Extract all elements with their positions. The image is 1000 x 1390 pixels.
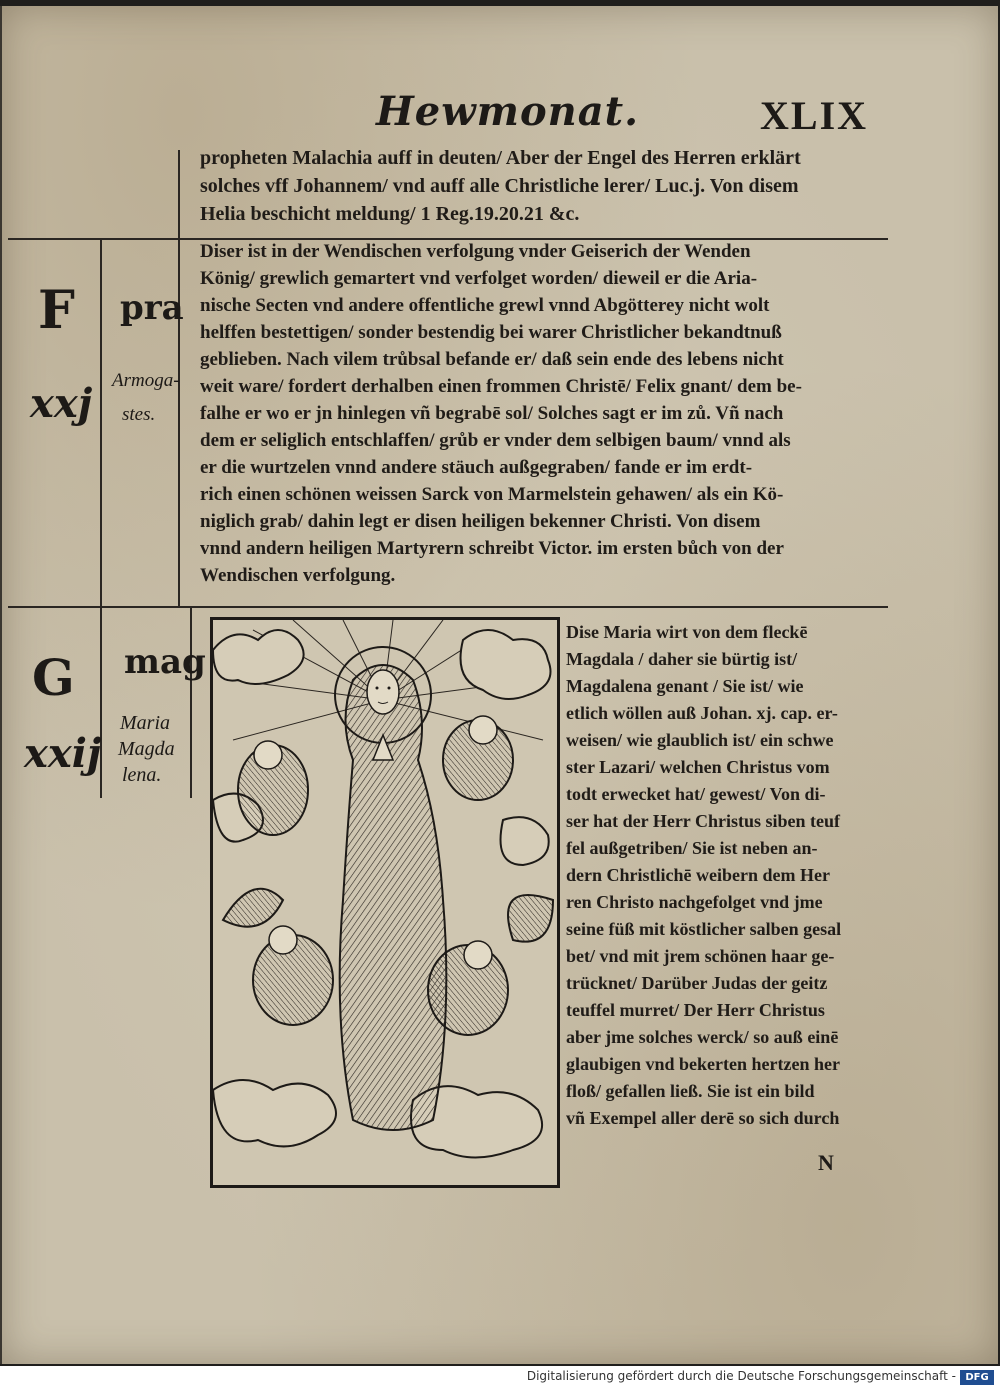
saint-name-line: Armoga- [112, 370, 180, 391]
text-line: dern Christlichē weibern dem Her [566, 865, 830, 885]
text-line: rich einen schönen weissen Sarck von Marmelstein gehawen/ als ein Kö- [200, 484, 784, 505]
text-line: dem er seliglich entschlaffen/ grůb er vnder dem selbigen baum/ vnnd als [200, 430, 791, 451]
saint-name-line: Magda [118, 738, 175, 760]
dfg-logo[interactable]: DFG [960, 1370, 994, 1385]
column-rule [178, 150, 180, 240]
text-line: helffen bestettigen/ sonder bestendig bei warer Christlicher bekandtnuß [200, 322, 782, 343]
text-line: falhe er wo er jn hinlegen vñ begrabē sol/ Solches sagt er im zů. Vñ nach [200, 403, 784, 424]
text-line: weisen/ wie glaublich ist/ ein schwe [566, 730, 834, 750]
text-line: etlich wöllen auß Johan. xj. cap. er- [566, 703, 838, 723]
horizontal-rule [8, 238, 888, 240]
text-line: teuffel murret/ Der Herr Christus [566, 1000, 825, 1020]
text-line: er die wurtzelen vnnd andere stäuch außgegraben/ fande er im erdt- [200, 457, 753, 478]
text-line: König/ grewlich gemartert vnd verfolget worden/ dieweil er die Aria- [200, 268, 758, 289]
text-line: Dise Maria wirt von dem fleckē [566, 622, 808, 642]
text-line: vnnd andern heiligen Martyrern schreibt Victor. im ersten bůch von der [200, 538, 784, 559]
text-line: fel außgetriben/ Sie ist neben an- [566, 838, 818, 858]
saint-name-line: Maria [120, 712, 170, 734]
dominical-letter: F [38, 280, 75, 341]
horizontal-rule [8, 606, 888, 608]
text-line: Diser ist in der Wendischen verfolgung vnder Geiserich der Wenden [200, 241, 751, 262]
text-line: Magdalena genant / Sie ist/ wie [566, 676, 804, 696]
folio-number: XLIX [760, 93, 869, 138]
text-line: bet/ vnd mit jrem schönen haar ge- [566, 946, 835, 966]
text-line: weit ware/ fordert derhalben einen frommen Christē/ Felix gnant/ dem be- [200, 376, 802, 397]
text-line: aber jme solches werck/ so auß einē [566, 1027, 839, 1047]
text-line: nische Secten vnd andere offentliche grewl vnnd Abgötterey nicht wolt [200, 295, 770, 316]
text-line: ren Christo nachgefolget vnd jme [566, 892, 823, 912]
text-line: floß/ gefallen ließ. Sie ist ein bild [566, 1081, 815, 1101]
text-line: todt erwecket hat/ gewest/ Von di- [566, 784, 826, 804]
text-line: ster Lazari/ welchen Christus vom [566, 757, 830, 777]
text-line: solches vff Johannem/ vnd auff alle Christliche lerer/ Luc.j. Von disem [200, 175, 799, 197]
dominical-letter: G [32, 648, 75, 707]
day-number: xxj [30, 380, 93, 427]
saint-abbreviation: pra [120, 288, 184, 328]
saint-name-line: lena. [122, 764, 162, 786]
text-line: Magdala / daher sie bürtig ist/ [566, 649, 798, 669]
woodcut-mary-magdalene-illustration [210, 617, 560, 1188]
text-line: propheten Malachia auff in deuten/ Aber der Engel des Herren erklärt [200, 147, 801, 169]
text-line: seine füß mit köstlicher salben gesal [566, 919, 842, 939]
text-line: glaubigen vnd bekerten hertzen her [566, 1054, 840, 1074]
saint-abbreviation: mag [124, 642, 206, 682]
signature-mark: N [818, 1150, 834, 1175]
funding-notice: Digitalisierung gefördert durch die Deutsche Forschungsgemeinschaft - [526, 1369, 956, 1383]
column-rule [190, 608, 192, 798]
text-line: geblieben. Nach vilem trůbsal befande er/ daß sein ende des lebens nicht [200, 349, 784, 370]
column-rule [100, 240, 102, 606]
saint-name-line: stes. [122, 404, 156, 425]
page-title: Hewmonat. [376, 88, 640, 135]
text-line: trücknet/ Darüber Judas der geitz [566, 973, 828, 993]
text-line: Helia beschicht meldung/ 1 Reg.19.20.21 &c. [200, 203, 580, 225]
day-number: xxij [24, 730, 102, 777]
text-line: ser hat der Herr Christus siben teuf [566, 811, 840, 831]
text-line: Wendischen verfolgung. [200, 565, 396, 586]
text-line: niglich grab/ dahin legt er disen heiligen bekenner Christi. Von disem [200, 511, 761, 532]
text-line: vñ Exempel aller derē so sich durch [566, 1108, 840, 1128]
footer-bar [0, 1366, 1000, 1390]
